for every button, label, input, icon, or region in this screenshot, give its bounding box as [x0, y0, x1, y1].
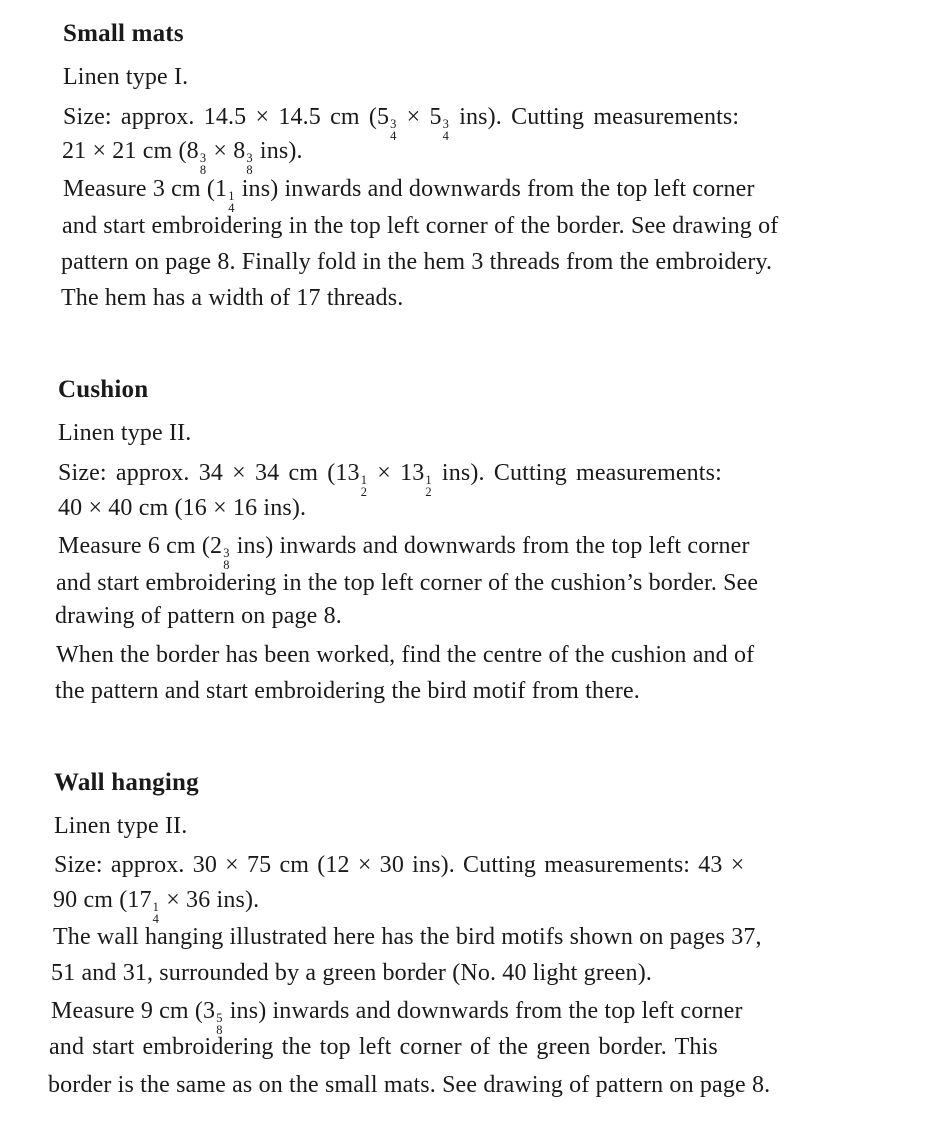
text-line: the pattern and start embroidering the bird motif from there. [55, 678, 640, 704]
text-line: and start embroidering in the top left corner of the border. See drawing of [62, 213, 779, 239]
text-line: Size: approx. 14.5 × 14.5 cm (5 3 4 × 5 3 4 ins). Cutting measurements: [63, 104, 740, 143]
fraction-glyph: 1 4 [228, 188, 235, 215]
text-line: Size: approx. 34 × 34 cm (13 1 2 × 13 1 2 ins). Cutting measurements: [58, 460, 722, 499]
text-line: When the border has been worked, find the centre of the cushion and of [56, 642, 755, 668]
fraction-glyph: 1 2 [360, 472, 368, 499]
fraction-glyph: 1 2 [425, 472, 432, 499]
text-line: pattern on page 8. Finally fold in the hem 3 threads from the embroidery. [61, 249, 773, 275]
fraction-glyph: 1 4 [152, 899, 160, 926]
section-heading: Small mats [63, 20, 184, 47]
text-line: Linen type II. [54, 813, 188, 839]
text-line: Measure 9 cm (3 5 8 ins) inwards and downwards from the top left corner [51, 998, 743, 1037]
fraction-glyph: 3 8 [223, 545, 230, 572]
text-line: The wall hanging illustrated here has the bird motifs shown on pages 37, [53, 924, 762, 950]
section-heading: Wall hanging [54, 769, 199, 796]
text-line: Measure 3 cm (1 1 4 ins) inwards and downwards from the top left corner [63, 176, 755, 215]
fraction-glyph: 3 4 [442, 116, 450, 143]
text-line: 90 cm (17 1 4 × 36 ins). [53, 887, 260, 926]
text-line: and start embroidering in the top left corner of the cushion’s border. See [56, 570, 759, 596]
text-line: 21 × 21 cm (8 3 8 × 8 3 8 ins). [62, 138, 303, 177]
fraction-glyph: 5 8 [216, 1010, 223, 1037]
fraction-glyph: 3 4 [390, 116, 397, 143]
text-line: border is the same as on the small mats. See drawing of pattern on page 8. [48, 1072, 771, 1098]
text-line: and start embroidering the top left corner of the green border. This [49, 1034, 718, 1060]
text-line: Linen type I. [63, 64, 189, 90]
text-line: 40 × 40 cm (16 × 16 ins). [58, 495, 307, 521]
text-line: The hem has a width of 17 threads. [61, 285, 404, 311]
text-line: 51 and 31, surrounded by a green border (No. 40 light green). [51, 960, 652, 986]
text-line: Size: approx. 30 × 75 cm (12 × 30 ins). Cutting measurements: 43 × [54, 852, 745, 878]
fraction-glyph: 3 8 [246, 150, 253, 177]
text-line: drawing of pattern on page 8. [55, 603, 342, 629]
text-line: Linen type II. [58, 420, 192, 446]
section-heading: Cushion [58, 376, 149, 403]
text-line: Measure 6 cm (2 3 8 ins) inwards and downwards from the top left corner [58, 533, 750, 572]
fraction-glyph: 3 8 [199, 150, 207, 177]
